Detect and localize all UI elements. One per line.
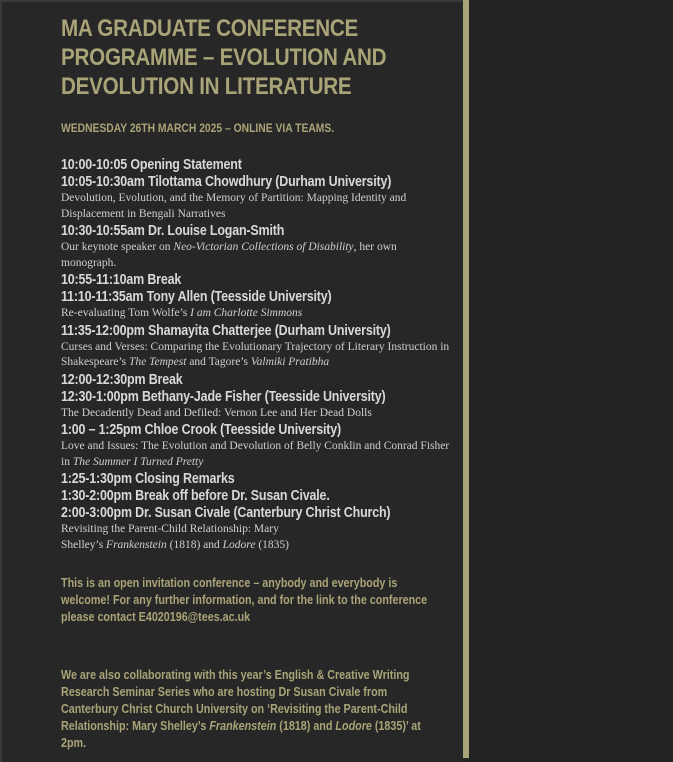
text-run: (1818) and	[166, 538, 223, 551]
schedule-slot-description	[61, 439, 451, 470]
schedule-slot-heading: 12:00-12:30pm Break	[61, 371, 183, 388]
schedule-slot-heading: 10:30-10:55am Dr. Louise Logan-Smith	[61, 223, 285, 239]
schedule-slot-heading: 10:00-10:05 Opening Statement	[61, 157, 242, 173]
schedule-slot-heading: 2:00-3:00pm Dr. Susan Civale (Canterbury Christ Church)	[61, 505, 391, 521]
schedule-slot-description	[61, 522, 451, 553]
text-run: (1835)’ at 2pm.	[61, 719, 421, 750]
italic-title: Frankenstein	[209, 719, 277, 733]
text-run: and Tagore’s	[186, 356, 251, 368]
schedule-slot-description	[61, 340, 451, 371]
text-run: (1835)	[255, 538, 289, 551]
schedule-slot-description	[61, 191, 451, 222]
text-run: We are also collaborating with this year’s English & Creative Writing Research Seminar Series who are hosting Dr Susan Civale from Canterbury Christ Church University on ‘Revisiting the Parent-Child Relationship: Mary Shelley’s	[61, 668, 410, 733]
schedule-slot-heading: 11:10-11:35am Tony Allen (Teesside University)	[61, 289, 332, 305]
text-run: Curses and Verses: Comparing the Evolutionary Trajectory of Literary Instruction in Shakespeare’s	[61, 340, 450, 368]
schedule-slot-heading: 11:35-12:00pm Shamayita Chatterjee (Durham University)	[61, 322, 391, 339]
text-run: The Decadently Dead and Defiled: Vernon Lee and Her Dead Dolls	[61, 406, 372, 419]
text-run: Shelley’s	[61, 538, 107, 551]
text-run: Devolution, Evolution, and the Memory of Partition: Mapping Identity and Displacement in Bengali Narratives	[61, 192, 407, 220]
schedule-slot-heading: 1:00 – 1:25pm Chloe Crook (Teesside University)	[61, 422, 341, 438]
event-date-line: WEDNESDAY 26TH MARCH 2025 – ONLINE VIA TEAMS.	[61, 121, 335, 135]
italic-title: Valmiki Pratibha	[250, 356, 330, 368]
italic-title: The Tempest	[129, 356, 187, 368]
schedule-slot-description	[61, 406, 451, 422]
text-run: Our keynote speaker on	[61, 241, 174, 253]
schedule-slot-heading: 1:25-1:30pm Closing Remarks	[61, 471, 235, 487]
text-run: , her own monograph.	[61, 241, 397, 269]
italic-title: Lodore	[222, 538, 256, 551]
italic-title: Frankenstein	[106, 538, 167, 551]
side-panel	[469, 0, 673, 762]
text-run: (1818) and	[276, 719, 336, 733]
text-run: Love and Issues: The Evolution and Devolution of Belly Conklin and Conrad Fisher in	[61, 440, 450, 468]
text-run: Revisiting the Parent-Child Relationship: Mary	[61, 523, 279, 535]
collaboration-note	[61, 667, 431, 752]
schedule-slot-heading: 10:05-10:30am Tilottama Chowdhury (Durham University)	[61, 174, 392, 190]
text-run: Re-evaluating Tom Wolfe’s	[61, 307, 191, 319]
programme-content	[61, 14, 451, 626]
page-title: MA GRADUATE CONFERENCE PROGRAMME – EVOLUTION AND DEVOLUTION IN LITERATURE	[61, 15, 387, 100]
italic-title: The Summer I Turned Pretty	[72, 455, 204, 468]
schedule-slot-heading: 1:30-2:00pm Break off before Dr. Susan Civale.	[61, 488, 330, 504]
italic-title: Lodore	[335, 719, 372, 733]
schedule-list	[61, 157, 451, 553]
italic-title: Neo-Victorian Collections of Disability	[173, 241, 354, 253]
invitation-note: This is an open invitation conference – anybody and everybody is welcome! For any further information, and for the link to the conference please contact E4020196@tees.ac.uk	[61, 576, 428, 624]
page-border-left	[0, 0, 2, 762]
italic-title: I am Charlotte Simmons	[190, 307, 303, 319]
schedule-slot-heading: 10:55-11:10am Break	[61, 272, 182, 288]
schedule-slot-description	[61, 306, 451, 322]
schedule-slot-heading: 12:30-1:00pm Bethany-Jade Fisher (Teesside University)	[61, 388, 386, 405]
schedule-slot-description	[61, 240, 451, 271]
